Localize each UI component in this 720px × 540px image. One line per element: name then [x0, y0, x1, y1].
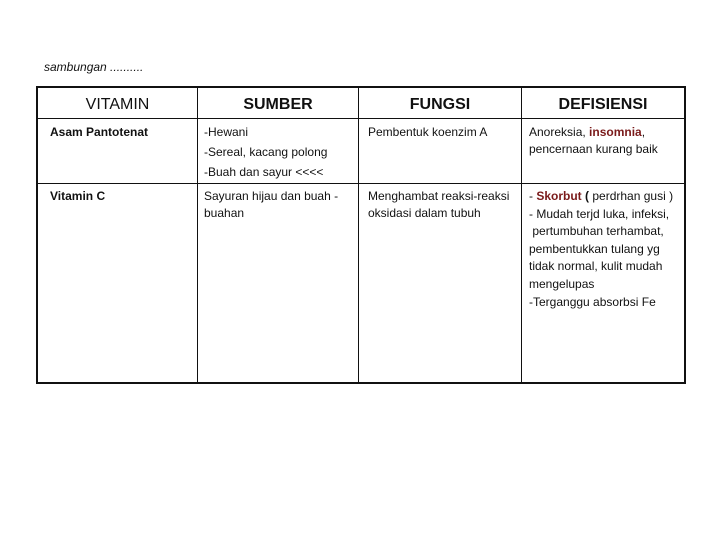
- header-sumber: SUMBER: [243, 96, 313, 113]
- row1-fungsi: Pembentuk koenzim A: [368, 125, 488, 139]
- header-defisiensi: DEFISIENSI: [558, 96, 648, 113]
- column-divider: [197, 88, 198, 382]
- row2-sumber: Sayuran hijau dan buah -buahan: [204, 189, 339, 220]
- vitamin-table: [36, 86, 686, 384]
- row1-defisiensi: [529, 124, 679, 158]
- bullet-prefix: -: [529, 189, 537, 203]
- defisiensi-line: [529, 188, 679, 206]
- row-divider: [38, 183, 684, 184]
- continuation-caption: sambungan ..........: [44, 60, 144, 74]
- row2-vitamin: Vitamin C: [50, 189, 106, 203]
- highlight-term: Skorbut: [536, 189, 582, 203]
- defisiensi-line: -Terganggu absorbsi Fe: [529, 294, 656, 309]
- header-divider: [38, 118, 684, 119]
- defisiensi-line: pertumbuhan terhambat, pembentukkan tulang yg tidak normal, kulit mudah mengelupas: [529, 224, 668, 291]
- highlight-term: insomnia: [589, 125, 642, 139]
- column-divider: [358, 88, 359, 382]
- row1-vitamin: Asam Pantotenat: [50, 125, 149, 139]
- defisiensi-line: - Mudah terjd luka, infeksi,: [529, 206, 670, 221]
- row1-sumber-line: -Sereal, kacang polong: [204, 145, 328, 159]
- row1-sumber: [204, 122, 354, 182]
- row1-defisiensi-text: Anoreksia,: [529, 125, 590, 139]
- header-vitamin: VITAMIN: [85, 96, 150, 113]
- row1-sumber-line: -Buah dan sayur <<<<: [204, 165, 324, 179]
- paren-open: (: [581, 189, 590, 203]
- header-fungsi: FUNGSI: [409, 96, 471, 113]
- row2-defisiensi: [529, 188, 679, 311]
- column-divider: [521, 88, 522, 382]
- defisiensi-text: perdrhan gusi ): [589, 189, 674, 203]
- row1-defisiensi-text: , pencernaan kurang baik: [529, 125, 658, 156]
- row2-fungsi: Menghambat reaksi-reaksi oksidasi dalam tubuh: [368, 189, 510, 220]
- row1-sumber-line: -Hewani: [204, 125, 249, 139]
